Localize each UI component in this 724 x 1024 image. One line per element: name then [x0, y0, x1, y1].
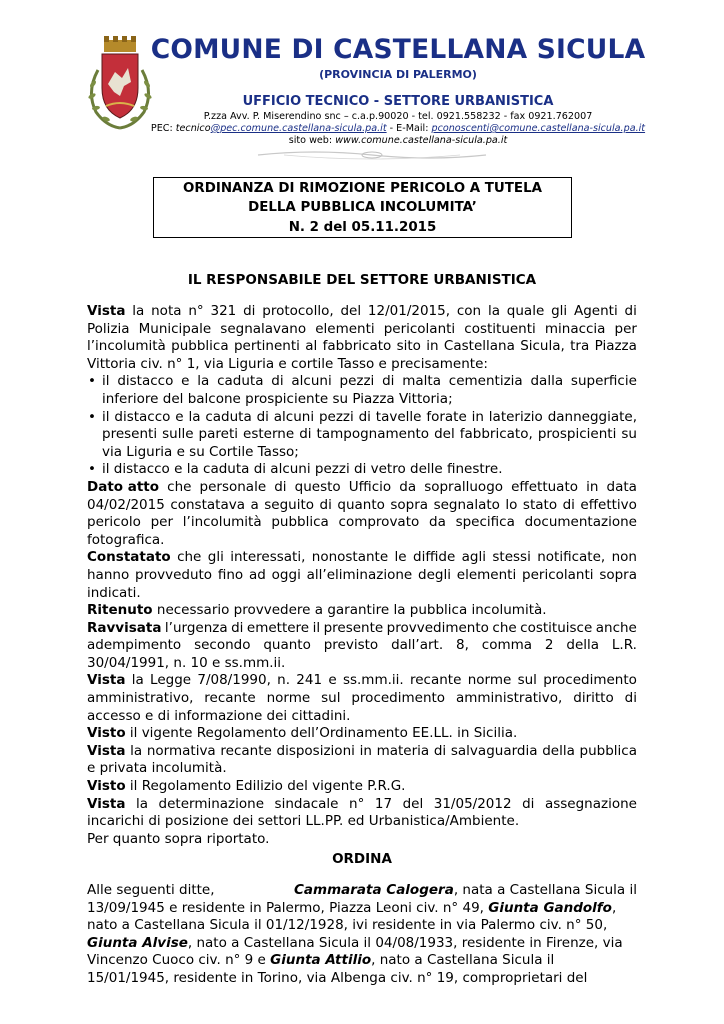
word: procedimento	[543, 672, 637, 689]
word: provvedimento	[386, 619, 489, 636]
word: pubblica	[171, 338, 229, 355]
word: distacco	[117, 373, 174, 390]
word: di	[522, 795, 535, 812]
word: assegnazione	[544, 795, 637, 812]
word: da	[429, 514, 446, 531]
paragraph-line	[87, 935, 637, 953]
line-text: Vincenzo Cuoco civ. n° 9 e	[87, 952, 271, 969]
word: materia	[376, 742, 430, 759]
word: 04/02/2015	[87, 496, 165, 513]
word: in	[586, 478, 599, 495]
word: in	[471, 408, 484, 425]
word: specifica	[455, 514, 515, 531]
paragraph-line	[87, 479, 637, 497]
word: caduta	[217, 373, 264, 390]
word: comprovato	[338, 514, 420, 531]
office-name: UFFICIO TECNICO - SETTORE URBANISTICA	[242, 94, 554, 109]
word: data	[606, 478, 637, 495]
ordinance-title-line1: ORDINANZA DI RIMOZIONE PERICOLO A TUTELA	[183, 181, 542, 196]
word: diffide	[413, 549, 456, 566]
word: e	[328, 672, 337, 689]
word: Piazza	[594, 338, 637, 355]
word: la	[132, 303, 145, 319]
word: quale	[506, 303, 545, 319]
paragraph-line	[87, 637, 637, 655]
line-text: necessario provvedere a garantire la pubblica incolumità.	[152, 602, 547, 619]
word: la	[130, 742, 143, 759]
bullet-item	[87, 373, 637, 391]
word: dall’art.	[391, 637, 444, 654]
word: danneggiate,	[547, 408, 637, 425]
word: Sicula,	[520, 338, 565, 355]
word: distacco	[114, 408, 171, 425]
paragraph-line	[87, 338, 637, 356]
word: 2	[544, 637, 554, 654]
word: determinazione	[158, 795, 265, 812]
ordinance-number: N. 2 del 05.11.2015	[288, 219, 437, 235]
pec-user: tecnico	[175, 123, 211, 134]
word: 8,	[456, 637, 469, 654]
word: esterne	[243, 426, 295, 443]
paragraph-line	[87, 514, 637, 532]
word: su	[621, 426, 637, 443]
word: pareti	[198, 426, 238, 443]
line-text: , nato a Castellana Sicula il 04/08/1933, residente in Firenze, via	[187, 934, 623, 951]
word: • il	[102, 408, 110, 425]
line-text: 13/09/1945 e residente in Palermo, Piazza Leoni civ. n° 49,	[87, 899, 489, 916]
word: di	[274, 478, 287, 495]
word: della	[566, 637, 600, 654]
word: nonostante	[311, 549, 389, 566]
word: elementi	[456, 566, 517, 583]
word: dalla	[530, 373, 564, 390]
paragraph-line	[87, 567, 637, 585]
word: sopra	[599, 566, 637, 583]
pec-link[interactable]: @pec.comune.castellana-sicula.pa.it	[210, 123, 387, 134]
word: l’incolumità	[182, 514, 262, 531]
word: di	[271, 373, 284, 390]
owner-name: Giunta Gandolfo	[488, 899, 612, 916]
word: constatava	[170, 496, 245, 513]
word: laterizio	[488, 408, 543, 425]
word: fabbricato	[322, 338, 392, 355]
paragraph-line	[87, 778, 637, 796]
word: pericolanti	[522, 566, 594, 583]
word: quanto	[337, 496, 385, 513]
word: di	[243, 303, 256, 319]
word: costituisce	[520, 619, 593, 636]
bullet-continuation: inferiore del balcone prospiciente su Piazza Vittoria;	[102, 390, 453, 407]
word: interessati,	[230, 549, 306, 566]
word: procedimento	[351, 690, 446, 707]
word: norme	[266, 690, 311, 707]
keyword: Vista	[87, 795, 126, 812]
email-label: - E-Mail:	[386, 123, 432, 134]
bullet-item: • il distacco e la caduta di alcuni pezzi di vetro delle finestre.	[87, 461, 637, 479]
word: L.R.	[611, 637, 637, 654]
word: cementizia	[448, 373, 523, 390]
paragraph-line: e privata incolumità.	[87, 760, 227, 777]
word: disposizioni	[276, 742, 355, 759]
keyword: Dato atto	[87, 478, 160, 495]
word: la	[135, 795, 148, 812]
word: fino	[217, 566, 244, 583]
word: seguito	[264, 496, 315, 513]
keyword: Vista	[87, 742, 126, 759]
word: effettuato	[511, 478, 579, 495]
word: di	[358, 408, 371, 425]
word: ad	[249, 566, 266, 583]
word: sito	[396, 338, 421, 355]
paragraph-line	[87, 952, 637, 970]
word: gli	[551, 303, 568, 319]
word: di	[319, 496, 332, 513]
word: forate	[426, 408, 467, 425]
word: segnalavano	[220, 320, 307, 337]
word: le	[394, 549, 407, 566]
word: a	[250, 496, 259, 513]
word: presente	[323, 619, 384, 636]
word: della	[542, 742, 575, 759]
word: agli	[461, 549, 486, 566]
word: che	[492, 619, 517, 636]
word: 321	[210, 303, 237, 319]
word: Legge	[150, 672, 192, 689]
word: alcuni	[273, 408, 315, 425]
word: non	[611, 549, 637, 566]
word: la	[188, 408, 201, 425]
word: segnalato	[433, 496, 500, 513]
word: elementi	[315, 320, 375, 337]
keyword: Vista	[87, 672, 126, 689]
word: prospicienti	[537, 426, 617, 443]
paragraph-line: Vittoria civ. n° 1, via Liguria e cortile Tasso e precisamente:	[87, 355, 488, 372]
keyword: Vista	[87, 303, 126, 319]
keyword: Constatato	[87, 549, 171, 566]
word: Municipale	[138, 320, 212, 337]
word: di	[231, 619, 244, 636]
paragraph-line	[87, 497, 637, 515]
word: lo	[505, 496, 518, 513]
word: del	[402, 795, 424, 812]
word: caduta	[205, 408, 252, 425]
word: previsto	[323, 637, 379, 654]
paragraph-line: nato a Castellana Sicula il 01/12/1928, ivi residente in via Palermo civ. n° 50,	[87, 917, 608, 934]
word: pubblica	[579, 742, 637, 759]
word: pezzi	[339, 373, 375, 390]
word: e	[175, 408, 184, 425]
word: la	[197, 373, 210, 390]
word: all’eliminazione	[306, 566, 413, 583]
word: protocollo,	[262, 303, 334, 319]
word: notificate,	[537, 549, 606, 566]
word: per	[150, 514, 174, 531]
word: questo	[294, 478, 341, 495]
line-text: ,	[611, 899, 617, 916]
paragraph-line: accesso e di informazione dei cittadini.	[87, 707, 351, 724]
ornamental-divider	[254, 147, 490, 163]
responsible-heading: IL RESPONSABILE DEL SETTORE URBANISTICA	[187, 272, 537, 288]
word: con	[456, 303, 482, 319]
paragraph-line: 30/04/1991, n. 10 e ss.mm.ii.	[87, 654, 286, 671]
word: che	[177, 549, 202, 566]
word: gli	[207, 549, 224, 566]
word: costituenti	[464, 320, 536, 337]
word: 17	[374, 795, 393, 812]
word: Ufficio	[348, 478, 392, 495]
word: n.	[277, 672, 291, 689]
keyword: Visto	[87, 725, 126, 742]
word: amministrativo,	[87, 690, 194, 707]
word: tra	[570, 338, 590, 355]
ordinance-body	[87, 303, 637, 988]
line-text: Alle seguenti ditte,	[87, 882, 215, 898]
ordinance-title-line2: DELLA PUBBLICA INCOLUMITA’	[248, 200, 477, 216]
word: superficie	[570, 373, 637, 390]
paragraph-line	[87, 725, 637, 743]
paragraph-line	[87, 672, 637, 690]
word: minaccia	[544, 320, 606, 337]
word: comma	[481, 637, 533, 654]
word: tampognamento	[316, 426, 430, 443]
word: la	[131, 672, 144, 689]
word: di	[624, 690, 637, 707]
word: degli	[418, 566, 451, 583]
contact-line	[142, 123, 654, 134]
word: recante	[220, 742, 272, 759]
word: per	[614, 320, 637, 337]
word: la	[487, 303, 500, 319]
word: sindacale	[274, 795, 339, 812]
paragraph-line	[87, 620, 637, 638]
word: amministrativo,	[455, 690, 563, 707]
word: diritto	[573, 690, 614, 707]
word: pezzi	[318, 408, 354, 425]
word: di	[299, 426, 312, 443]
word: l’urgenza	[164, 619, 228, 636]
line-text: , nato a Castellana Sicula il	[371, 952, 555, 969]
word: pubblica	[271, 514, 329, 531]
word: documentazione	[524, 514, 637, 531]
paragraph-line	[87, 303, 637, 321]
word: pericolanti	[383, 320, 456, 337]
ordina-heading: ORDINA	[332, 851, 392, 868]
word: Polizia	[87, 320, 130, 337]
bullet-continuation	[87, 426, 637, 444]
word: • il	[102, 373, 110, 390]
word: pericolo	[87, 514, 141, 531]
word: fabbricato,	[459, 426, 533, 443]
word: presenti	[102, 426, 158, 443]
word: 31/05/2012	[433, 795, 512, 812]
line-text: il Regolamento Edilizio del vigente P.R.G.	[125, 778, 406, 795]
website-line	[142, 135, 654, 146]
word: sopralluogo	[424, 478, 504, 495]
word: Agenti	[574, 303, 618, 319]
word: provveduto	[135, 566, 213, 583]
word: salvaguardia	[450, 742, 538, 759]
word: oggi	[271, 566, 301, 583]
owner-name: Giunta Attilio	[270, 952, 372, 969]
word: in	[359, 742, 372, 759]
paragraph-line: fotografica.	[87, 531, 165, 548]
word: 12/01/2015,	[367, 303, 451, 319]
word: personale	[199, 478, 267, 495]
paragraph-line	[87, 796, 637, 814]
word: n°	[188, 303, 204, 319]
word: l’incolumità	[87, 338, 166, 355]
word: il	[312, 619, 321, 636]
paragraph-line	[87, 690, 637, 708]
word: emettere	[246, 619, 310, 636]
word: secondo	[194, 637, 251, 654]
word: tavelle	[375, 408, 422, 425]
keyword: Ritenuto	[87, 602, 153, 619]
pec-label: PEC:	[150, 123, 176, 134]
paragraph-line	[87, 882, 637, 900]
line-text: , nata a Castellana Sicula il	[453, 882, 637, 898]
word: sopra	[390, 496, 429, 513]
word: di	[433, 742, 447, 759]
word: sulle	[162, 426, 194, 443]
word: alcuni	[291, 373, 332, 390]
keyword: Visto	[87, 778, 126, 795]
site-label: sito web:	[288, 135, 336, 146]
word: adempimento	[87, 637, 182, 654]
word: che	[167, 478, 192, 495]
word: al	[305, 338, 318, 355]
paragraph-line	[87, 549, 637, 567]
ordinance-title-box	[153, 177, 572, 238]
word: normativa	[146, 742, 216, 759]
word: di	[382, 373, 395, 390]
word: 7/08/1990,	[197, 672, 271, 689]
word: stessi	[492, 549, 531, 566]
word: n°	[349, 795, 365, 812]
bullet-item	[87, 409, 637, 427]
word: sul	[321, 690, 341, 707]
email-link[interactable]: pconoscenti@comune.castellana-sicula.pa.it	[431, 123, 646, 134]
word: recante	[409, 672, 462, 689]
word: 241	[296, 672, 323, 689]
paragraph-line	[87, 321, 637, 339]
word: sul	[517, 672, 537, 689]
word: di	[562, 496, 575, 513]
line-text: il vigente Regolamento dell’Ordinamento EE.LL. in Sicilia.	[125, 725, 518, 742]
paragraph-line: indicati.	[87, 584, 141, 601]
word: norme	[467, 672, 512, 689]
word: pertinenti	[233, 338, 300, 355]
word: quanto	[263, 637, 311, 654]
site-link[interactable]: www.comune.castellana-sicula.pa.it	[335, 135, 508, 146]
paragraph-line: incarichi di posizione dei settori LL.PP. ed Urbanistica/Ambiente.	[87, 813, 520, 830]
word: stato	[522, 496, 558, 513]
word: e	[181, 373, 190, 390]
word: in	[426, 338, 439, 355]
municipality-title: COMUNE DI CASTELLANA SICULA	[150, 34, 646, 65]
word: di	[256, 408, 269, 425]
keyword: Ravvisata	[87, 619, 162, 636]
word: anche	[595, 619, 637, 636]
paragraph-line: Per quanto sopra riportato.	[87, 830, 270, 847]
word: ss.mm.ii.	[342, 672, 404, 689]
word: recante	[204, 690, 256, 707]
bullet-continuation: via Liguria e su Cortile Tasso;	[102, 443, 299, 460]
office-address: P.zza Avv. P. Miserendino snc – c.a.p.90020 - tel. 0921.558232 - fax 0921.762007	[203, 111, 593, 122]
word: Castellana	[443, 338, 515, 355]
word: malta	[402, 373, 441, 390]
paragraph-line	[87, 602, 637, 620]
province-subtitle: (PROVINCIA DI PALERMO)	[319, 68, 477, 81]
word: del	[340, 303, 362, 319]
owner-name: Giunta Alvise	[87, 934, 188, 951]
word: hanno	[87, 566, 130, 583]
paragraph-line	[87, 743, 637, 761]
owner-name: Cammarata Calogera	[294, 882, 454, 898]
word: da	[399, 478, 417, 495]
paragraph-line: 15/01/1945, residente in Torino, via Albenga civ. n° 19, comproprietari del	[87, 969, 588, 986]
word: di	[624, 303, 637, 319]
word: del	[434, 426, 455, 443]
paragraph-line	[87, 900, 637, 918]
word: nota	[151, 303, 182, 319]
word: effettivo	[580, 496, 637, 513]
